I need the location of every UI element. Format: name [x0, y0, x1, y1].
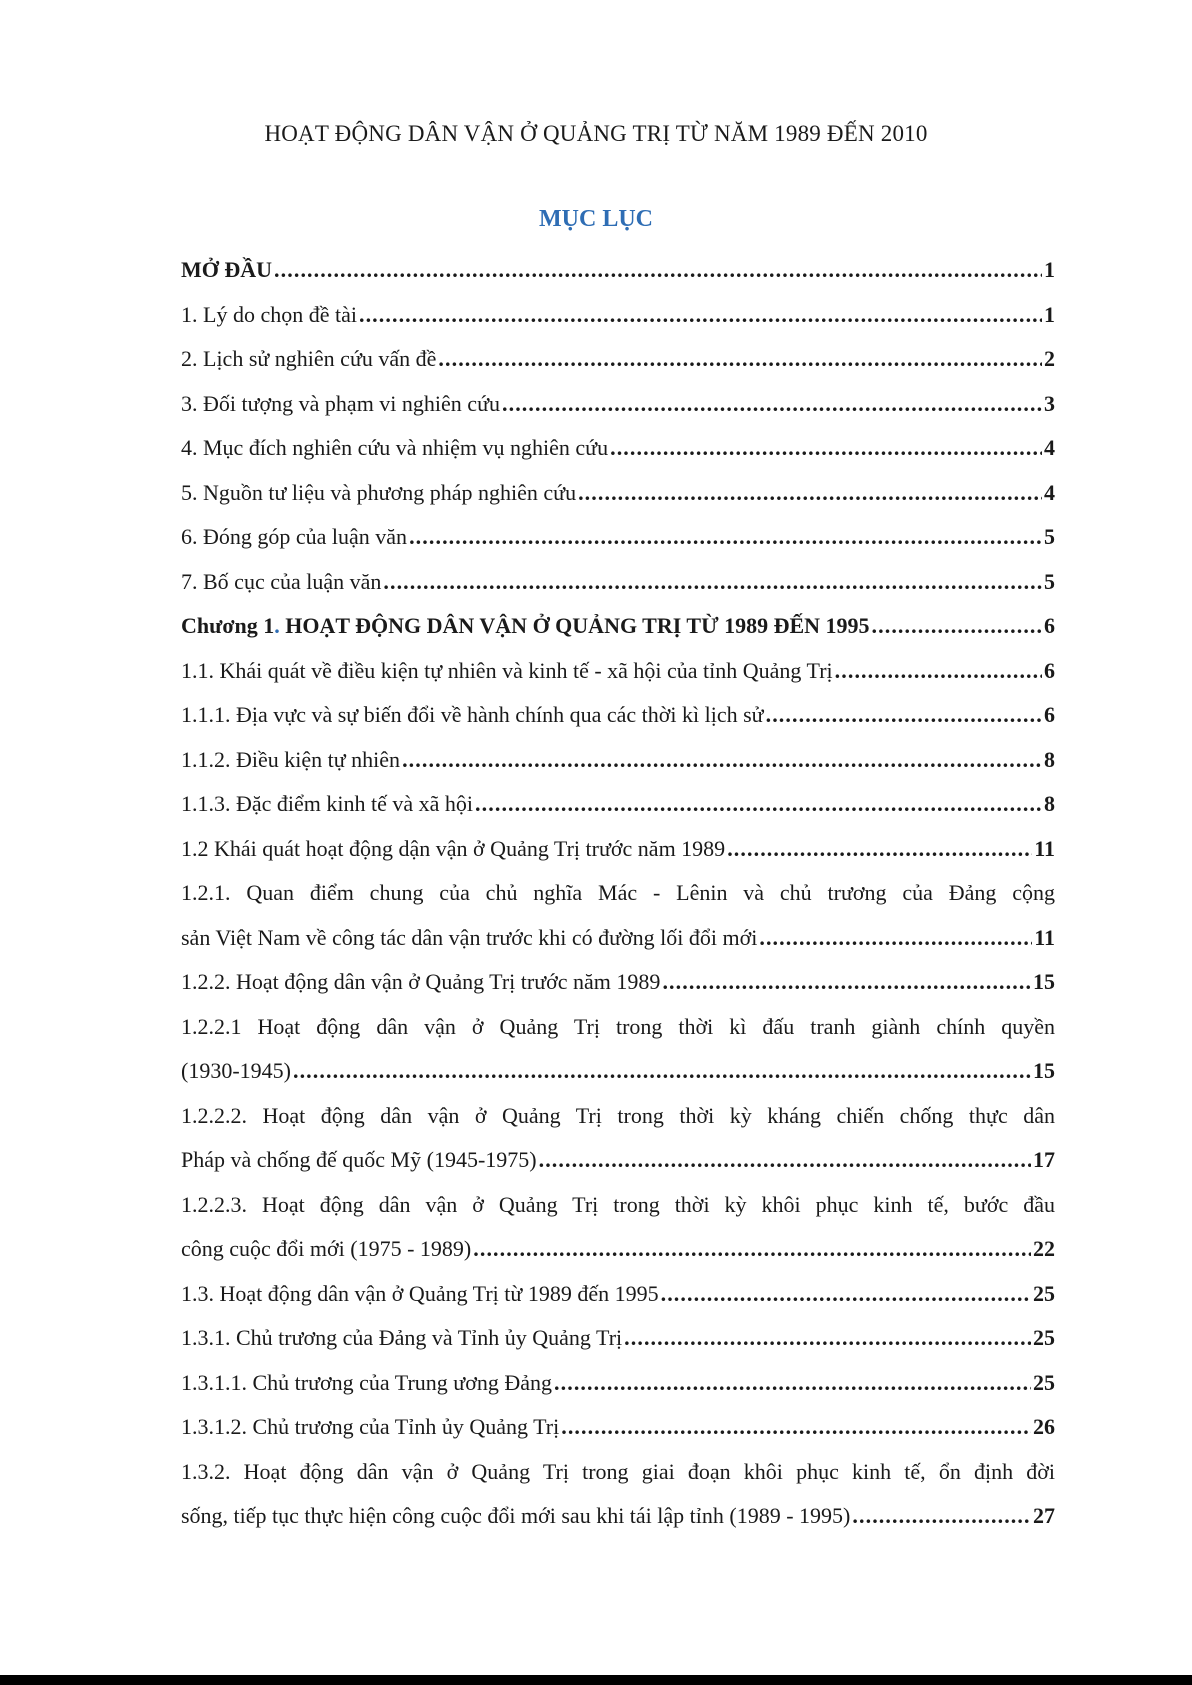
- toc-entry-label: 3. Đối tượng và phạm vi nghiên cứu: [181, 390, 500, 416]
- toc-entry-label: 1.3.1.2. Chủ trương của Tỉnh ủy Quảng Trị: [181, 1414, 560, 1439]
- dot-leader: [759, 916, 1032, 961]
- toc-entry-label: (1930-1945): [181, 1058, 291, 1083]
- toc-entry-label: [181, 604, 870, 649]
- toc-entry-row: [181, 960, 1055, 1005]
- toc-entry[interactable]: [181, 871, 1055, 960]
- toc-entry-row: [181, 1272, 1055, 1317]
- toc-entry-page-number: 27: [1033, 1503, 1055, 1528]
- dot-leader: [293, 1049, 1031, 1094]
- toc-entry[interactable]: [181, 426, 1055, 471]
- toc-entry-label: Pháp và chống đế quốc Mỹ (1945-1975): [181, 1147, 537, 1172]
- toc-entry-row: [181, 293, 1055, 338]
- toc-entry-label: 2. Lịch sử nghiên cứu vấn đề: [181, 346, 437, 371]
- toc-entry-label: sống, tiếp tục thực hiện công cuộc đổi mới sau khi tái lập tỉnh (1989 - 1995): [181, 1503, 851, 1528]
- toc-entry[interactable]: [181, 604, 1055, 649]
- toc-entry-label: 1.1.1. Địa vực và sự biến đổi về hành chính qua các thời kì lịch sử: [181, 702, 764, 727]
- toc-entry-page-number: 4: [1044, 479, 1055, 505]
- toc-entry-page-number: 6: [1044, 657, 1055, 683]
- toc-entry-row: [181, 337, 1055, 382]
- toc-entry-page-number: 15: [1033, 1058, 1055, 1083]
- toc-entry-row: [181, 649, 1055, 694]
- dot-leader: [402, 738, 1042, 783]
- toc-entry-label: 1. Lý do chọn đề tài: [181, 301, 357, 327]
- toc-entry[interactable]: [181, 1005, 1055, 1094]
- dot-leader: [624, 1316, 1031, 1361]
- toc-entry-page-number: 8: [1044, 791, 1055, 816]
- toc-entry[interactable]: [181, 1272, 1055, 1317]
- toc-entry-first-line: 1.2.1. Quan điểm chung của chủ nghĩa Mác - Lênin và chủ trương của Đảng cộng: [181, 880, 1055, 905]
- toc-entry-row: [181, 1227, 1055, 1272]
- toc-entry-row: [181, 1138, 1055, 1183]
- toc-entry-row: [181, 738, 1055, 783]
- toc-entry-page-number: 6: [1044, 702, 1055, 727]
- toc-entry-first-line: 1.2.2.2. Hoạt động dân vận ở Quảng Trị trong thời kỳ kháng chiến chống thực dân: [181, 1102, 1055, 1128]
- toc-entry[interactable]: [181, 337, 1055, 382]
- toc-entry-row: [181, 382, 1055, 427]
- dot-leader: [835, 649, 1042, 694]
- document-header: HOẠT ĐỘNG DÂN VẬN Ở QUẢNG TRỊ TỪ NĂM 1989 ĐẾN 2010: [264, 121, 928, 146]
- dot-leader: [409, 515, 1042, 560]
- toc-entry-first-line: 1.3.2. Hoạt động dân vận ở Quảng Trị trong giai đoạn khôi phục kinh tế, ổn định đời: [181, 1458, 1055, 1484]
- toc-entry-row: [181, 693, 1055, 738]
- toc-entry-page-number: 1: [1044, 257, 1055, 282]
- toc-entry-page-number: 15: [1033, 969, 1055, 994]
- dot-leader: [578, 471, 1042, 516]
- toc-entry-label: 5. Nguồn tư liệu và phương pháp nghiên cứu: [181, 479, 577, 505]
- toc-entry-page-number: 1: [1044, 301, 1055, 327]
- dot-leader: [554, 1361, 1031, 1406]
- dot-leader: [561, 1405, 1031, 1450]
- toc-entry-page-number: 25: [1033, 1325, 1055, 1350]
- chapter-accent-dot: .: [274, 613, 280, 638]
- chapter-title: HOẠT ĐỘNG DÂN VẬN Ở QUẢNG TRỊ TỪ 1989 ĐẾN 1995: [279, 613, 870, 638]
- dot-leader: [872, 604, 1042, 649]
- toc-entry-label: 1.2.2. Hoạt động dân vận ở Quảng Trị trước năm 1989: [181, 969, 661, 994]
- toc-entry[interactable]: [181, 560, 1055, 605]
- toc-entry-label: sản Việt Nam về công tác dân vận trước khi có đường lối đổi mới: [181, 924, 758, 950]
- toc-entry-page-number: 5: [1044, 524, 1055, 549]
- toc-entry-label: 1.1. Khái quát về điều kiện tự nhiên và kinh tế - xã hội của tỉnh Quảng Trị: [181, 657, 833, 683]
- dot-leader: [438, 337, 1042, 382]
- toc-entry-label: 1.2 Khái quát hoạt động dận vận ở Quảng Trị trước năm 1989: [181, 835, 726, 861]
- toc-entry-first-line: 1.2.2.1 Hoạt động dân vận ở Quảng Trị trong thời kì đấu tranh giành chính quyền: [181, 1013, 1055, 1039]
- toc-entry-label: công cuộc đổi mới (1975 - 1989): [181, 1236, 472, 1261]
- chapter-prefix: Chương 1: [181, 613, 275, 638]
- toc-entry-page-number: 25: [1033, 1369, 1055, 1395]
- toc-entry[interactable]: [181, 693, 1055, 738]
- toc-entry[interactable]: [181, 649, 1055, 694]
- toc-entry-row: [181, 1316, 1055, 1361]
- toc-entry-page-number: 22: [1033, 1236, 1055, 1261]
- dot-leader: [502, 382, 1042, 427]
- toc-entry[interactable]: [181, 1450, 1055, 1539]
- toc-entry-row: [181, 782, 1055, 827]
- dot-leader: [274, 248, 1042, 293]
- toc-entry-page-number: 5: [1044, 568, 1055, 594]
- dot-leader: [766, 693, 1042, 738]
- toc-entry-row: [181, 471, 1055, 516]
- toc-entry-row: [181, 604, 1055, 649]
- toc-entry-label: MỞ ĐẦU: [181, 257, 273, 282]
- toc-entry-label: 1.1.2. Điều kiện tự nhiên: [181, 746, 401, 772]
- dot-leader: [662, 960, 1031, 1005]
- toc-entry-first-line: 1.2.2.3. Hoạt động dân vận ở Quảng Trị trong thời kỳ khôi phục kinh tế, bước đầu: [181, 1191, 1055, 1217]
- toc-entry[interactable]: [181, 738, 1055, 783]
- toc-entry-row: [181, 1361, 1055, 1406]
- toc-entry-label: 7. Bố cục của luận văn: [181, 568, 382, 594]
- toc-entry-page-number: 2: [1044, 346, 1055, 371]
- toc-entry-page-number: 25: [1033, 1280, 1055, 1306]
- toc-entry-label: 6. Đóng góp của luận văn: [181, 524, 408, 549]
- dot-leader: [661, 1272, 1031, 1317]
- toc-entry-row: [181, 426, 1055, 471]
- toc-entry-page-number: 11: [1034, 924, 1055, 950]
- dot-leader: [852, 1494, 1031, 1539]
- page-bottom-border: [0, 1675, 1192, 1685]
- toc-entry[interactable]: [181, 827, 1055, 872]
- toc-entry[interactable]: [181, 293, 1055, 338]
- toc-entry[interactable]: [181, 248, 1055, 293]
- toc-entry-page-number: 6: [1044, 613, 1055, 638]
- toc-entry-page-number: 4: [1044, 435, 1055, 460]
- dot-leader: [539, 1138, 1031, 1183]
- dot-leader: [475, 782, 1042, 827]
- toc-entry-label: 1.3.1. Chủ trương của Đảng và Tỉnh ủy Quảng Trị: [181, 1325, 623, 1350]
- toc-entry-row: [181, 827, 1055, 872]
- toc-entry[interactable]: [181, 1094, 1055, 1183]
- toc-entry-page-number: 26: [1033, 1414, 1055, 1439]
- toc-entry[interactable]: [181, 960, 1055, 1005]
- toc-entry-row: [181, 248, 1055, 293]
- toc-entry[interactable]: [181, 1183, 1055, 1272]
- toc-entry-label: 1.3.1.1. Chủ trương của Trung ương Đảng: [181, 1369, 553, 1395]
- toc-entry-page-number: 3: [1044, 390, 1055, 416]
- toc-entry-row: [181, 1405, 1055, 1450]
- toc-entry-row: [181, 1049, 1055, 1094]
- toc-entry-page-number: 17: [1033, 1147, 1055, 1172]
- dot-leader: [610, 426, 1042, 471]
- table-of-contents: [181, 248, 1055, 1539]
- dot-leader: [359, 293, 1042, 338]
- toc-entry-row: [181, 560, 1055, 605]
- toc-entry[interactable]: [181, 471, 1055, 516]
- toc-title: MỤC LỤC: [539, 206, 653, 232]
- toc-entry-row: [181, 916, 1055, 961]
- toc-entry[interactable]: [181, 515, 1055, 560]
- toc-entry[interactable]: [181, 382, 1055, 427]
- toc-entry-label: 4. Mục đích nghiên cứu và nhiệm vụ nghiên cứu: [181, 435, 609, 460]
- dot-leader: [383, 560, 1042, 605]
- dot-leader: [727, 827, 1032, 872]
- toc-entry-row: [181, 515, 1055, 560]
- toc-entry[interactable]: [181, 1316, 1055, 1361]
- toc-entry[interactable]: [181, 1361, 1055, 1406]
- toc-entry[interactable]: [181, 782, 1055, 827]
- toc-entry[interactable]: [181, 1405, 1055, 1450]
- toc-entry-page-number: 11: [1034, 835, 1055, 861]
- toc-entry-label: 1.3. Hoạt động dân vận ở Quảng Trị từ 1989 đến 1995: [181, 1280, 659, 1306]
- toc-entry-label: 1.1.3. Đặc điểm kinh tế và xã hội: [181, 791, 474, 816]
- toc-entry-row: [181, 1494, 1055, 1539]
- toc-entry-page-number: 8: [1044, 746, 1055, 772]
- dot-leader: [473, 1227, 1031, 1272]
